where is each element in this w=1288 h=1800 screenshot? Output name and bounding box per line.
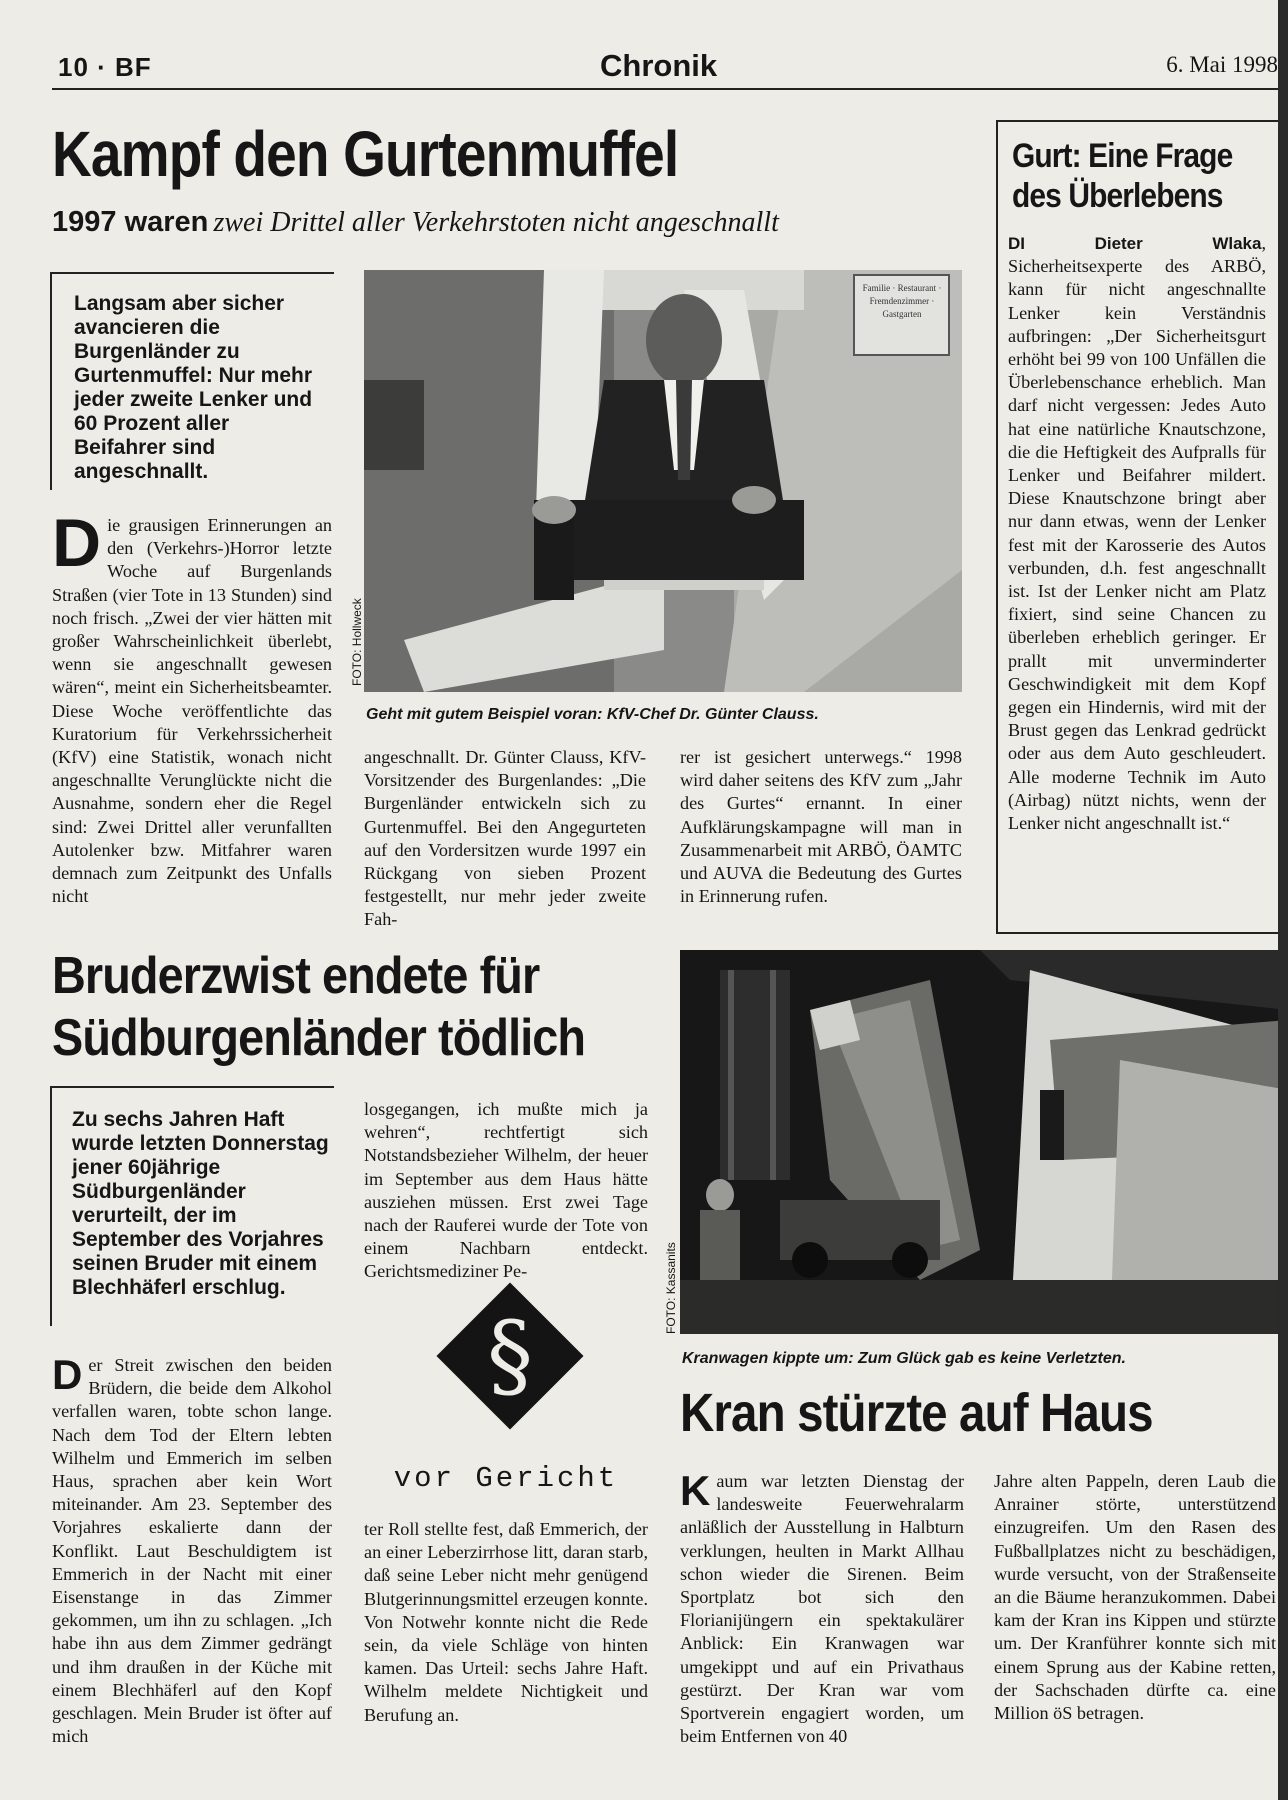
- page-number: 10 · BF: [58, 52, 152, 82]
- story1-teaser-rule-left: [50, 272, 52, 490]
- sidebar-author: DI Dieter Wlaka: [1008, 234, 1262, 253]
- story3-dropcap: K: [680, 1470, 711, 1514]
- story2-text-1: er Streit zwischen den beiden Brüdern, die beide dem Alkohol verfallen waren, tobte schon lange. Nach dem Tod der Eltern lebten Wilhelm und Emmerich im selben Haus, sprachen aber kein Wort miteinander. Am 23. September des Vorjahres eskalierte dann der Konflikt. Laut Beschuldigtem ist Emmerich in der Nacht mit einer Eisenstange in das Zimmer gekommen, um ihn zu schlagen. „Ich habe ihn aus dem Zimmer gedrängt und ihm draußen in der Küche mit einem Blechhäferl auf den Kopf geschlagen. Mein Bruder ist öfter auf mich: [52, 1355, 332, 1747]
- vor-gericht-label: vor Gericht: [393, 1462, 619, 1495]
- story3-caption: Kranwagen kippte um: Zum Glück gab es keine Verletzten.: [682, 1350, 1126, 1367]
- story2-headline-line1: Bruderzwist endete für: [52, 947, 540, 1005]
- story1-column-2: angeschnallt. Dr. Günter Clauss, KfV-Vorsitzender des Burgenlandes: „Die Burgenländer entwickeln sich zu Gurtenmuffel. Bei den Angegurteten auf den Vordersitzen wurde 1997 ein Rückgang von sieben Prozent festgestellt, nur mehr jeder zweite Fah-: [364, 747, 646, 930]
- story1-headline: Kampf den Gurtenmuffel: [52, 118, 679, 190]
- sidebar-title: Gurt: Eine Frage des Überlebens: [1012, 137, 1233, 215]
- story2-headline-line2: Südburgenländer tödlich: [52, 1009, 586, 1067]
- kfv-chef-in-gurtschlitten-image: [364, 270, 962, 692]
- story1-photo-sign: Familie · Restaurant · Fremdenzimmer · Gastgarten: [862, 283, 942, 319]
- story1-subhead: [52, 206, 779, 239]
- story1-photo-credit: FOTO: Hollweck: [350, 598, 364, 686]
- story2-column-2a: losgegangen, ich mußte mich ja wehren“, rechtfertigt sich Notstandsbezieher Wilhelm, der heuer im September aus dem Haus hätte ausziehen müssen. Erst zwei Tage nach der Rauferei wurde der Tote von einem Nachbarn entdeckt. Gerichtsmediziner Pe-: [364, 1099, 648, 1282]
- story1-subhead-italic: zwei Drittel aller Verkehrstoten nicht angeschnallt: [213, 207, 779, 238]
- story1-column-3: rer ist gesichert unterwegs.“ 1998 wird daher seitens des KfV zum „Jahr des Gurtes“ ernannt. In einer Aufklärungskampagne will man in Zusammenarbeit mit ARBÖ, ÖAMTC und AUVA die Bedeutung des Gurtes in Erinnerung rufen.: [680, 747, 962, 907]
- story1-teaser: Langsam aber sicher avancieren die Burgenländer zu Gurtenmuffel: Nur mehr jeder zweite Lenker und 60 Prozent aller Beifahrer sind angeschnallt.: [74, 292, 313, 483]
- story2-column-1: [52, 1354, 332, 1750]
- paragraph-icon: §: [487, 1302, 533, 1409]
- story3-photo: [680, 950, 1288, 1334]
- story2-teaser-rule-left: [50, 1086, 52, 1326]
- story1-text-1: ie grausigen Erinnerungen an den (Verkehrs-)Horror letzte Woche auf Burgenlands Straßen (vier Tote in 13 Stunden) sind noch frisch. „Zwei der vier hätten mit großer Wahrscheinlichkeit überlebt, wenn sie angeschnallt gewesen wären“, meint ein Sicherheitsbeamter. Diese Woche veröffentlichte das Kuratorium für Verkehrssicherheit (KfV) eine Statistik, wonach nicht angeschnallte Verunglückte nicht die Ausnahme, sondern eher die Regel sind: Zwei Drittel aller verunfallten Autolenker bzw. Mitfahrer waren demnach zum Zeitpunkt des Unfalls nicht: [52, 515, 332, 907]
- story1-caption: Geht mit gutem Beispiel voran: KfV-Chef Dr. Günter Clauss.: [366, 706, 819, 723]
- story3-column-2: Jahre alten Pappeln, deren Laub die Anrainer störte, unterstützend einzugreifen. Um den Rasen des Fußballplatzes nicht zu beschädigen, wurde versucht, von der Straßenseite an die Bäume heranzukommen. Dabei kam der Kran ins Kippen und stürzte um. Der Kranführer konnte sich mit einem Sprung aus der Kabine retten, der Sachschaden dürfte ca. eine Million öS betragen.: [994, 1471, 1276, 1724]
- story3-headline: Kran stürzte auf Haus: [680, 1383, 1153, 1443]
- umgekippter-kran-image: [680, 950, 1288, 1334]
- story3-text-1: aum war letzten Dienstag der landesweite Feuerwehralarm anläßlich der Ausstellung in Halbturn verklungen, heulten in Markt Allhau schon wieder die Sirenen. Beim Sportplatz bot sich den Florianijüngern ein spektakulärer Anblick: Ein Kranwagen war umgekippt und auf ein Privathaus gestürzt. Der Kran war vom Sportverein engagiert worden, um beim Entfernen von 40: [680, 1471, 964, 1747]
- story1-photo: [364, 270, 962, 692]
- sidebar-text: , Sicherheitsexperte des ARBÖ, kann für nicht angeschnallte Lenker kein Verständnis aufbringen: „Der Sicherheitsgurt erhöht bei 99 von 100 Unfällen die Überlebenschance erheblich. Man darf nicht vergessen: Jedes Auto hat eine natürliche Knautschzone, die die Heftigkeit des Aufpralls für Lenker und Beifahrer mildert. Diese Knautschzone bringt aber nur dann etwas, wenn der Lenker fest mit der Karosserie des Autos verbunden, d.h. fest angeschnallt ist. Ist der Lenker nicht am Platz fixiert, sind seine Chancen zu überleben erheblich geringer. Er prallt mit unverminderter Geschwindigkeit mit dem Kopf gegen ein Hindernis, wird mit der Brust gegen das Lenkrad gedrückt oder aus dem Auto geschleudert. Alle moderne Technik im Auto (Airbag) nützt nichts, wenn der Lenker nicht angeschnallt ist.“: [1008, 233, 1266, 834]
- story3-column-1: [680, 1470, 964, 1752]
- story3-photo-credit: FOTO: Kassanits: [664, 1242, 678, 1334]
- story2-column-2b: ter Roll stellte fest, daß Emmerich, der an einer Leberzirrhose litt, daran starb, daß seine Leber nicht mehr genügend Blutgerinnungsmittel erzeugen konnte. Von Notwehr konnte nicht die Rede sein, da viele Schläge von hinten kamen. Das Urteil: sechs Jahre Haft. Wilhelm meldete Nichtigkeit und Berufung an.: [364, 1519, 648, 1725]
- story1-column-1: [52, 514, 332, 932]
- story1-dropcap: D: [52, 514, 102, 581]
- story1-teaser-rule-top: [50, 272, 334, 274]
- story2-teaser-rule-top: [50, 1086, 334, 1088]
- issue-date: 6. Mai 1998: [1166, 52, 1278, 77]
- story2-dropcap: D: [52, 1354, 83, 1398]
- story1-subhead-bold: 1997 waren: [52, 206, 209, 238]
- vor-gericht-logo: [430, 1292, 590, 1442]
- sidebar-body: [1008, 232, 1266, 922]
- page-edge: [1278, 0, 1288, 1800]
- section-title: Chronik: [600, 48, 718, 83]
- story2-teaser: Zu sechs Jahren Haft wurde letzten Donnerstag jener 60jährige Südburgenländer verurteilt, der im September des Vorjahres seinen Bruder mit einem Blechhäferl erschlug.: [72, 1108, 329, 1299]
- header-rule: [52, 88, 1278, 90]
